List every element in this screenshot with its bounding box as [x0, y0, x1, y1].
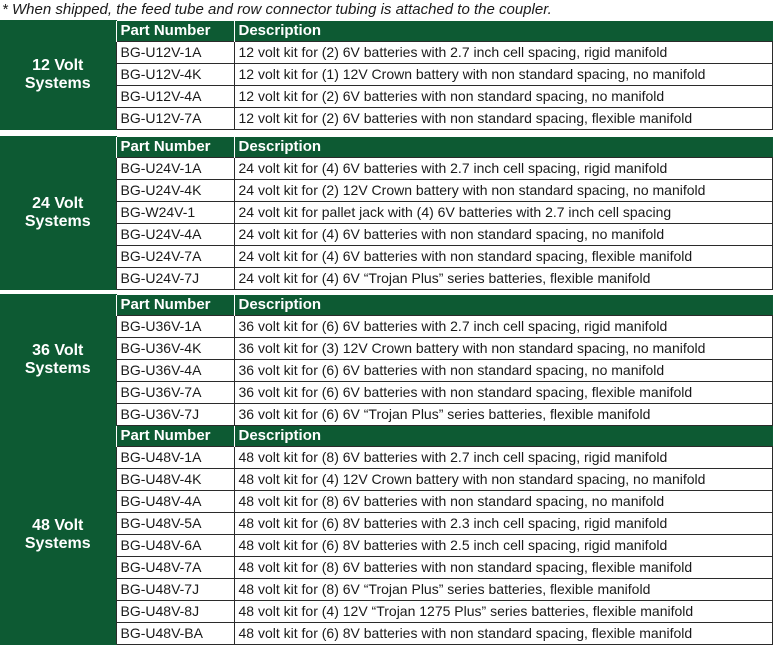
description-cell: 48 volt kit for (8) 6V “Trojan Plus” series batteries, flexible manifold	[234, 578, 773, 600]
table-row	[0, 446, 773, 468]
part-number-cell: BG-U36V-7J	[116, 403, 234, 425]
description-cell: 36 volt kit for (6) 6V “Trojan Plus” series batteries, flexible manifold	[234, 403, 773, 425]
part-number-cell: BG-U48V-7J	[116, 578, 234, 600]
table-header-row	[0, 137, 773, 158]
table-row	[0, 556, 773, 578]
group-24-volt	[0, 136, 773, 290]
table-row	[0, 490, 773, 512]
description-cell: 24 volt kit for (4) 6V batteries with non standard spacing, flexible manifold	[234, 245, 773, 267]
table-row	[0, 534, 773, 556]
description-cell: 48 volt kit for (4) 12V Crown battery with non standard spacing, no manifold	[234, 468, 773, 490]
description-cell: 48 volt kit for (8) 6V batteries with non standard spacing, flexible manifold	[234, 556, 773, 578]
description-cell: 12 volt kit for (1) 12V Crown battery with non standard spacing, no manifold	[234, 63, 773, 85]
part-number-cell: BG-U36V-4A	[116, 359, 234, 381]
description-cell: 36 volt kit for (6) 6V batteries with 2.7 inch cell spacing, rigid manifold	[234, 315, 773, 337]
table-row	[0, 107, 773, 129]
part-number-cell: BG-U36V-1A	[116, 315, 234, 337]
table-row	[0, 157, 773, 179]
table-row	[0, 85, 773, 107]
part-number-header: Part Number	[116, 426, 234, 447]
description-header: Description	[234, 426, 773, 447]
table-row	[0, 359, 773, 381]
part-number-cell: BG-U48V-4A	[116, 490, 234, 512]
table-row	[0, 600, 773, 622]
part-number-cell: BG-U48V-8J	[116, 600, 234, 622]
kit-table-12v	[0, 20, 773, 130]
part-number-cell: BG-W24V-1	[116, 201, 234, 223]
kit-table-48v	[0, 425, 773, 645]
table-row	[0, 512, 773, 534]
table-row	[0, 315, 773, 337]
part-number-cell: BG-U12V-4A	[116, 85, 234, 107]
part-number-cell: BG-U48V-4K	[116, 468, 234, 490]
description-cell: 12 volt kit for (2) 6V batteries with non standard spacing, no manifold	[234, 85, 773, 107]
table-row	[0, 337, 773, 359]
description-cell: 48 volt kit for (8) 6V batteries with non standard spacing, no manifold	[234, 490, 773, 512]
part-number-header: Part Number	[116, 295, 234, 316]
system-label-48v: 48 Volt Systems	[0, 426, 116, 645]
description-cell: 48 volt kit for (8) 6V batteries with 2.7 inch cell spacing, rigid manifold	[234, 446, 773, 468]
table-row	[0, 578, 773, 600]
table-row	[0, 245, 773, 267]
kit-table-36v	[0, 294, 773, 426]
table-row	[0, 267, 773, 289]
group-36-volt	[0, 294, 773, 426]
description-cell: 48 volt kit for (6) 8V batteries with 2.5 inch cell spacing, rigid manifold	[234, 534, 773, 556]
description-header: Description	[234, 21, 773, 42]
description-cell: 36 volt kit for (3) 12V Crown battery with non standard spacing, no manifold	[234, 337, 773, 359]
part-number-cell: BG-U12V-7A	[116, 107, 234, 129]
part-number-cell: BG-U48V-5A	[116, 512, 234, 534]
part-number-cell: BG-U48V-7A	[116, 556, 234, 578]
table-row	[0, 201, 773, 223]
part-number-cell: BG-U48V-6A	[116, 534, 234, 556]
shipping-note: * When shipped, the feed tube and row connector tubing is attached to the coupler.	[2, 1, 552, 18]
system-label-36v: 36 Volt Systems	[0, 295, 116, 426]
description-header: Description	[234, 137, 773, 158]
table-row	[0, 179, 773, 201]
description-cell: 24 volt kit for (4) 6V batteries with non standard spacing, no manifold	[234, 223, 773, 245]
part-number-cell: BG-U24V-7A	[116, 245, 234, 267]
description-cell: 24 volt kit for (4) 6V batteries with 2.7 inch cell spacing, rigid manifold	[234, 157, 773, 179]
kit-table-24v	[0, 136, 773, 290]
group-48-volt	[0, 425, 773, 645]
description-cell: 48 volt kit for (6) 8V batteries with non standard spacing, flexible manifold	[234, 622, 773, 644]
part-number-cell: BG-U12V-1A	[116, 41, 234, 63]
table-header-row	[0, 295, 773, 316]
table-row	[0, 468, 773, 490]
description-cell: 24 volt kit for (4) 6V “Trojan Plus” series batteries, flexible manifold	[234, 267, 773, 289]
part-number-cell: BG-U48V-BA	[116, 622, 234, 644]
description-cell: 24 volt kit for (2) 12V Crown battery with non standard spacing, no manifold	[234, 179, 773, 201]
table-row	[0, 381, 773, 403]
system-label-12v: 12 Volt Systems	[0, 21, 116, 130]
description-cell: 12 volt kit for (2) 6V batteries with 2.7 inch cell spacing, rigid manifold	[234, 41, 773, 63]
part-number-cell: BG-U24V-4A	[116, 223, 234, 245]
part-number-cell: BG-U48V-1A	[116, 446, 234, 468]
part-number-cell: BG-U24V-1A	[116, 157, 234, 179]
part-number-cell: BG-U24V-4K	[116, 179, 234, 201]
table-row	[0, 622, 773, 644]
description-cell: 36 volt kit for (6) 6V batteries with non standard spacing, flexible manifold	[234, 381, 773, 403]
table-header-row	[0, 426, 773, 447]
table-header-row	[0, 21, 773, 42]
part-number-cell: BG-U24V-7J	[116, 267, 234, 289]
description-cell: 48 volt kit for (6) 8V batteries with 2.3 inch cell spacing, rigid manifold	[234, 512, 773, 534]
part-number-header: Part Number	[116, 137, 234, 158]
description-cell: 48 volt kit for (4) 12V “Trojan 1275 Plus” series batteries, flexible manifold	[234, 600, 773, 622]
description-cell: 12 volt kit for (2) 6V batteries with non standard spacing, flexible manifold	[234, 107, 773, 129]
part-number-header: Part Number	[116, 21, 234, 42]
description-header: Description	[234, 295, 773, 316]
part-number-cell: BG-U36V-7A	[116, 381, 234, 403]
table-row	[0, 403, 773, 425]
description-cell: 36 volt kit for (6) 6V batteries with non standard spacing, no manifold	[234, 359, 773, 381]
system-label-24v: 24 Volt Systems	[0, 137, 116, 290]
table-row	[0, 223, 773, 245]
group-12-volt	[0, 20, 773, 130]
table-row	[0, 41, 773, 63]
table-row	[0, 63, 773, 85]
part-number-cell: BG-U36V-4K	[116, 337, 234, 359]
part-number-cell: BG-U12V-4K	[116, 63, 234, 85]
description-cell: 24 volt kit for pallet jack with (4) 6V batteries with 2.7 inch cell spacing	[234, 201, 773, 223]
